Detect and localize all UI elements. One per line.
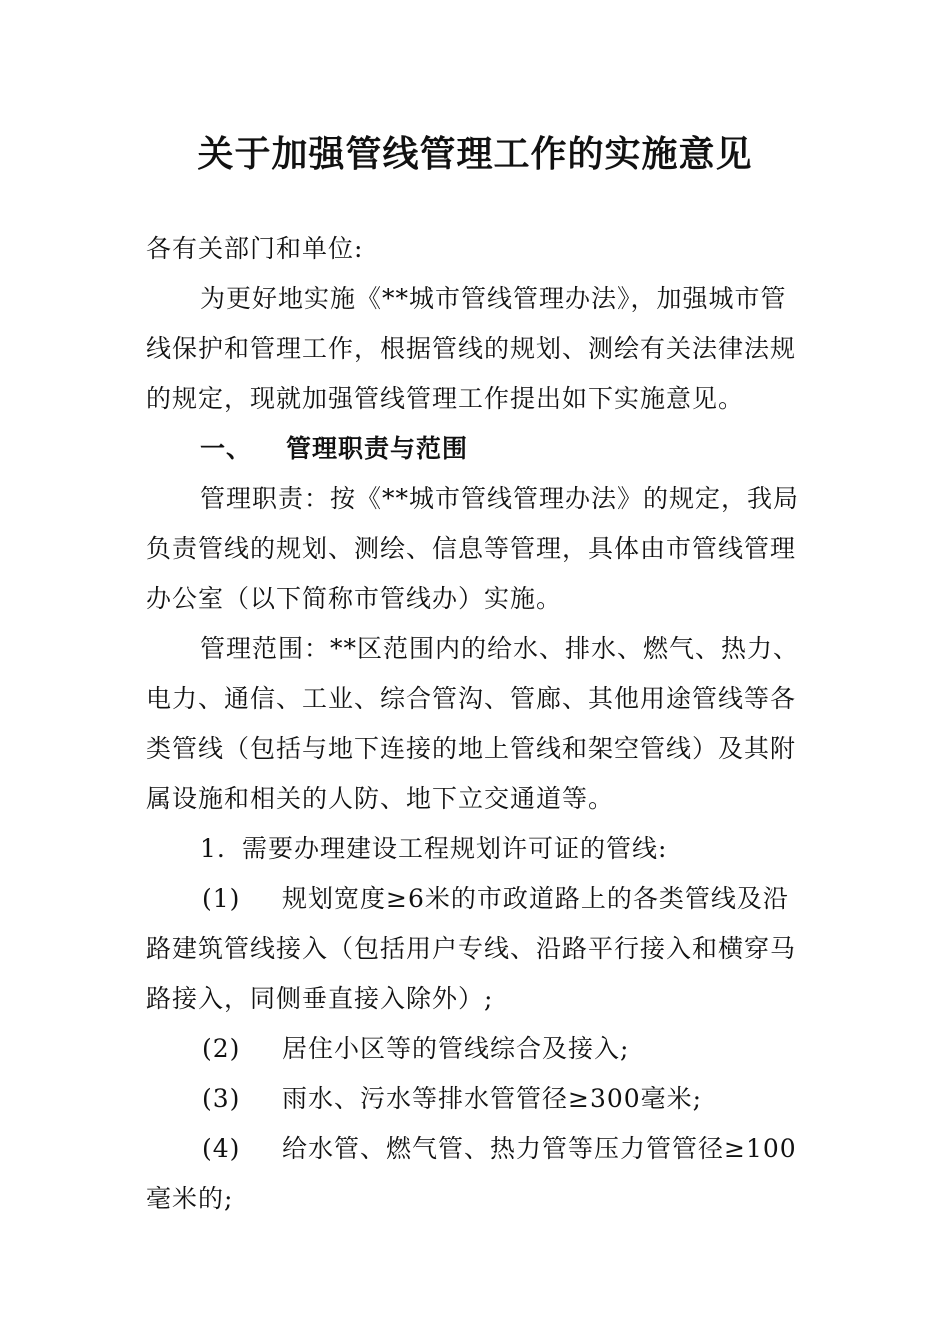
- sub-item: [146, 1074, 810, 1124]
- sub-item: [146, 874, 810, 1024]
- scope-paragraph: 管理范围：**区范围内的给水、排水、燃气、热力、电力、通信、工业、综合管沟、管廊、其他用途管线等各类管线（包括与地下连接的地上管线和架空管线）及其附属设施和相关的人防、地下立交通道等。: [146, 634, 800, 813]
- section-heading: [146, 424, 810, 474]
- sub-item-number: (4): [202, 1134, 241, 1163]
- salutation: 各有关部门和单位:: [146, 234, 364, 263]
- section-number: 一、: [200, 434, 253, 463]
- sub-item-number: (2): [202, 1034, 241, 1063]
- sub-item-text: 居住小区等的管线综合及接入;: [282, 1034, 630, 1063]
- sub-item-number: (1): [202, 884, 241, 913]
- intro-paragraph: 为更好地实施《**城市管线管理办法》，加强城市管线保护和管理工作，根据管线的规划、测绘有关法律法规的规定，现就加强管线管理工作提出如下实施意见。: [146, 284, 797, 413]
- item-text: 需要办理建设工程规划许可证的管线:: [242, 834, 668, 863]
- sub-item-text: 规划宽度≥6米的市政道路上的各类管线及沿路建筑管线接入（包括用户专线、沿路平行接入和横穿马路接入，同侧垂直接入除外）;: [146, 884, 797, 1013]
- document-body: [146, 224, 810, 1224]
- sub-item-number: (3): [202, 1084, 241, 1113]
- duties-paragraph: 管理职责：按《**城市管线管理办法》的规定，我局负责管线的规划、测绘、信息等管理，具体由市管线管理办公室（以下简称市管线办）实施。: [146, 484, 800, 613]
- sub-item: [146, 1024, 810, 1074]
- item-number: 1.: [200, 834, 226, 863]
- section-heading-text: 管理职责与范围: [286, 434, 469, 463]
- sub-item-text: 给水管、燃气管、热力管等压力管管径≥100毫米的;: [146, 1134, 797, 1213]
- sub-item: [146, 1124, 810, 1224]
- sub-item-text: 雨水、污水等排水管管径≥300毫米;: [282, 1084, 703, 1113]
- list-item: [146, 824, 810, 874]
- document-title: 关于加强管线管理工作的实施意见: [197, 133, 753, 175]
